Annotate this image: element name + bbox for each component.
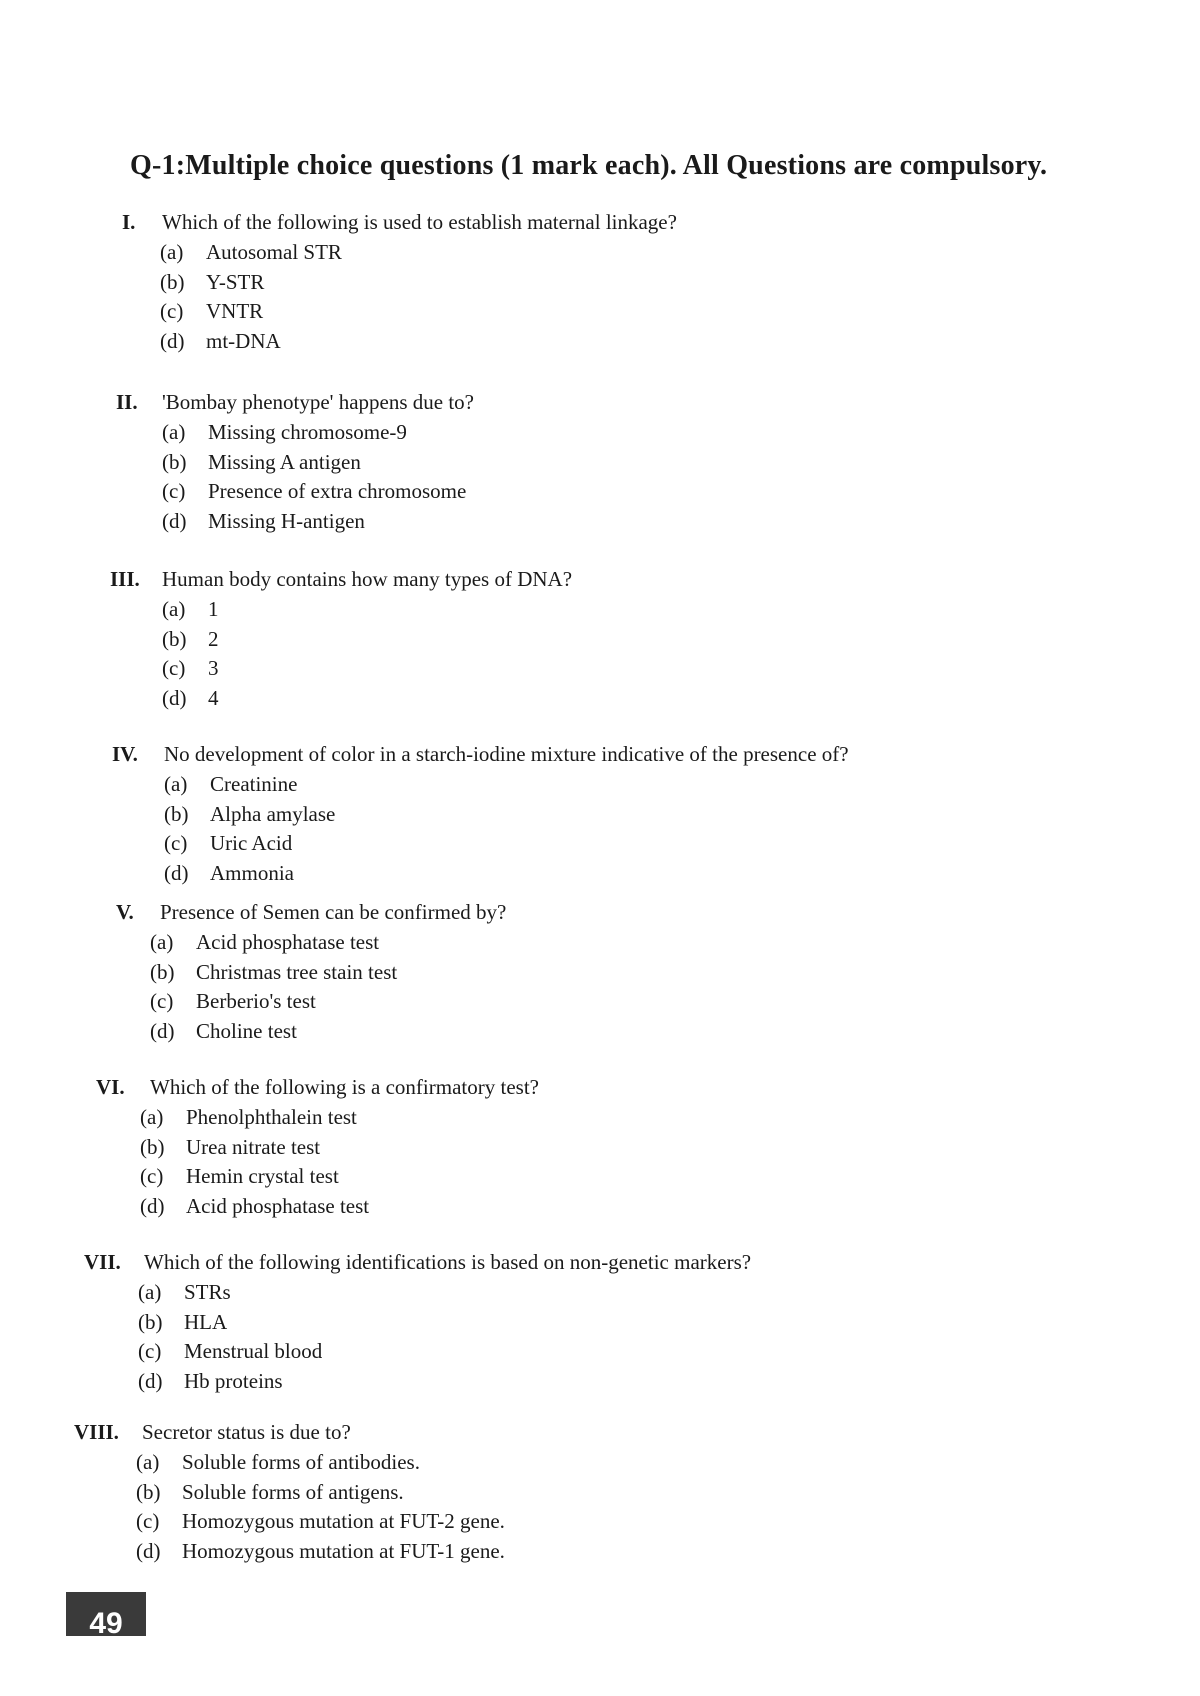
option-d: (d) Hb proteins <box>138 1368 283 1393</box>
question-4 <box>112 740 849 888</box>
option-a: (a) Autosomal STR <box>160 240 342 264</box>
question-number: I. <box>122 210 136 234</box>
option-c: (c) 3 <box>162 656 219 680</box>
option-b: (b) Y-STR <box>160 269 265 294</box>
option-b: (b) Alpha amylase <box>164 801 336 826</box>
option-b: (b) Soluble forms of antigens. <box>136 1479 404 1504</box>
option-b: (b) Missing A antigen <box>162 449 361 474</box>
option-b: (b) Urea nitrate test <box>140 1134 321 1159</box>
option-a: (a) Acid phosphatase test <box>150 930 380 954</box>
page-number: 49 <box>66 1592 146 1636</box>
question-text: Human body contains how many types of DNA? <box>162 567 573 591</box>
question-8 <box>74 1418 505 1566</box>
option-c: (c) Uric Acid <box>164 831 293 855</box>
option-a: (a) 1 <box>162 597 219 621</box>
question-text: 'Bombay phenotype' happens due to? <box>162 390 474 414</box>
question-3 <box>110 565 572 713</box>
option-d: (d) Homozygous mutation at FUT-1 gene. <box>136 1538 505 1563</box>
question-text: Presence of Semen can be confirmed by? <box>160 900 507 924</box>
question-6 <box>96 1073 539 1221</box>
option-d: (d) mt-DNA <box>160 328 281 353</box>
option-c: (c) Homozygous mutation at FUT-2 gene. <box>136 1509 505 1533</box>
question-number: V. <box>116 900 134 924</box>
question-text: Which of the following is used to establish maternal linkage? <box>162 210 677 234</box>
question-number: II. <box>116 390 138 414</box>
question-1 <box>122 208 677 356</box>
option-c: (c) Menstrual blood <box>138 1339 323 1363</box>
section-heading: Q-1:Multiple choice questions (1 mark each). All Questions are compulsory. <box>130 150 1048 181</box>
question-number: IV. <box>112 742 138 766</box>
question-5 <box>116 898 506 1046</box>
question-text: Secretor status is due to? <box>142 1420 351 1444</box>
option-a: (a) Missing chromosome-9 <box>162 420 407 444</box>
question-text: Which of the following is a confirmatory test? <box>150 1075 539 1099</box>
question-7 <box>84 1248 751 1396</box>
option-d: (d) Acid phosphatase test <box>140 1193 370 1218</box>
option-d: (d) Missing H-antigen <box>162 508 365 533</box>
option-d: (d) Ammonia <box>164 860 294 885</box>
question-number: VIII. <box>74 1420 119 1444</box>
option-d: (d) Choline test <box>150 1018 297 1043</box>
question-number: VI. <box>96 1075 125 1099</box>
option-c: (c) Berberio's test <box>150 989 316 1013</box>
option-a: (a) Soluble forms of antibodies. <box>136 1450 420 1474</box>
option-a: (a) Creatinine <box>164 772 298 796</box>
question-number: III. <box>110 567 140 591</box>
option-b: (b) Christmas tree stain test <box>150 959 398 984</box>
option-a: (a) Phenolphthalein test <box>140 1105 357 1129</box>
question-2 <box>116 388 474 536</box>
option-c: (c) Presence of extra chromosome <box>162 479 467 503</box>
option-b: (b) 2 <box>162 626 219 651</box>
option-c: (c) VNTR <box>160 299 264 323</box>
question-text: No development of color in a starch-iodine mixture indicative of the presence of? <box>164 742 849 766</box>
option-d: (d) 4 <box>162 685 219 710</box>
option-a: (a) STRs <box>138 1280 231 1304</box>
question-number: VII. <box>84 1250 121 1274</box>
option-b: (b) HLA <box>138 1309 228 1334</box>
option-c: (c) Hemin crystal test <box>140 1164 339 1188</box>
question-text: Which of the following identifications is based on non-genetic markers? <box>144 1250 752 1274</box>
